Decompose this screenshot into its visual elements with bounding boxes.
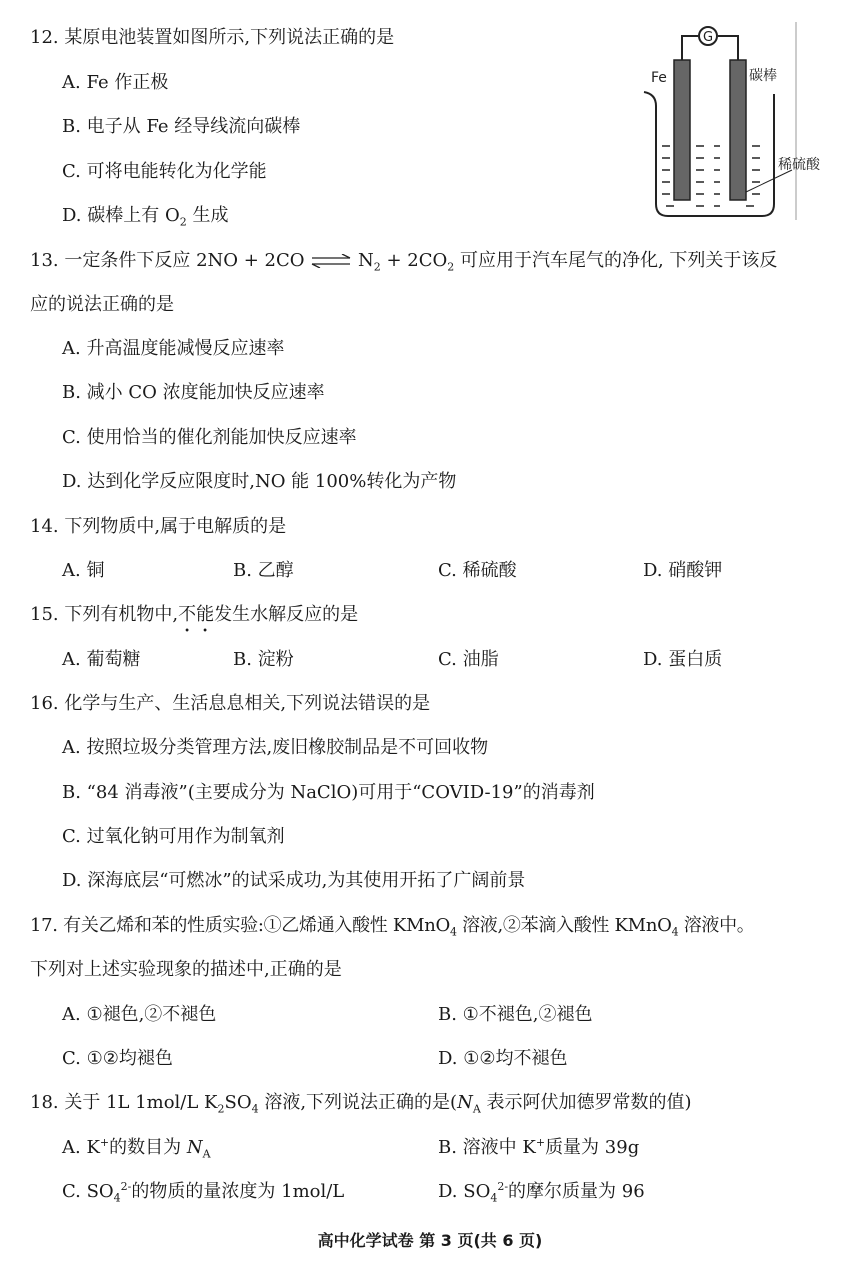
- reversible-arrow-icon: [310, 254, 352, 268]
- q13-stem-line2: 应的说法正确的是: [30, 294, 174, 315]
- q17-option-a: A. ①褪色,②不褪色: [62, 1004, 217, 1025]
- q12-option-b: B. 电子从 Fe 经导线流向碳棒: [62, 116, 301, 137]
- q14-option-b: B. 乙醇: [233, 560, 294, 581]
- galvanic-cell-diagram: [640, 22, 840, 222]
- galvanometer-label: G: [702, 30, 714, 45]
- fe-electrode: [674, 60, 690, 200]
- q16-option-b: B. “84 消毒液”(主要成分为 NaClO)可用于“COVID-19”的消毒剂: [62, 782, 595, 803]
- q16-option-a: A. 按照垃圾分类管理方法,废旧橡胶制品是不可回收物: [62, 737, 489, 758]
- carbon-rod-label: 碳棒: [749, 68, 777, 84]
- q15-stem: 15. 下列有机物中,不能发生水解反应的是: [30, 604, 359, 625]
- q14-option-a: A. 铜: [62, 560, 105, 581]
- q17-option-d: D. ①②均不褪色: [438, 1048, 568, 1069]
- carbon-electrode: [730, 60, 746, 200]
- q13-option-b: B. 减小 CO 浓度能加快反应速率: [62, 382, 325, 403]
- q15-option-a: A. 葡萄糖: [62, 649, 141, 670]
- q14-stem: 14. 下列物质中,属于电解质的是: [30, 516, 287, 537]
- q12-option-c: C. 可将电能转化为化学能: [62, 161, 267, 182]
- q17-stem-line1: 17. 有关乙烯和苯的性质实验:①乙烯通入酸性 KMnO$_4$ 溶液,②苯滴入酸性 KMnO$_4$ 溶液中。: [30, 915, 755, 939]
- q13-option-a: A. 升高温度能减慢反应速率: [62, 338, 285, 359]
- q13-stem-line1: 13. 一定条件下反应 2NO + 2CO $N_2 + 2CO_2$ 可应用于汽车尾气的净化, 下列关于该反: [30, 250, 778, 274]
- acid-label: 稀硫酸: [778, 157, 820, 173]
- q12-stem: 12. 某原电池装置如图所示,下列说法正确的是: [30, 27, 395, 48]
- beaker: [644, 92, 774, 216]
- emphasis-not: 不: [178, 604, 197, 625]
- q12-option-d: D. 碳棒上有 $O_2$ 生成: [62, 205, 229, 229]
- q14-option-c: C. 稀硫酸: [438, 560, 517, 581]
- q16-stem: 16. 化学与生产、生活息息相关,下列说法错误的是: [30, 693, 431, 714]
- emphasis-can: 能: [196, 604, 215, 625]
- q15-option-d: D. 蛋白质: [643, 649, 723, 670]
- q17-option-b: B. ①不褪色,②褪色: [438, 1004, 593, 1025]
- q18-option-d: D. $SO_4^{2-}$的摩尔质量为 96: [438, 1180, 645, 1205]
- q14-option-d: D. 硝酸钾: [643, 560, 723, 581]
- q18-option-b: B. 溶液中 K+质量为 39g: [438, 1136, 640, 1158]
- acid-pointer: [746, 170, 792, 192]
- q17-option-c: C. ①②均褪色: [62, 1048, 173, 1069]
- q15-option-b: B. 淀粉: [233, 649, 294, 670]
- q18-stem: 18. 关于 1L 1mol/L $K_2SO_4$ 溶液,下列说法正确的是($N_A$ 表示阿伏加德罗常数的值): [30, 1092, 692, 1116]
- q13-option-d: D. 达到化学反应限度时,NO 能 100%转化为产物: [62, 471, 457, 492]
- q18-option-c: C. $SO_4^{2-}$的物质的量浓度为 1mol/L: [62, 1180, 345, 1205]
- q16-option-d: D. 深海底层“可燃冰”的试采成功,为其使用开拓了广阔前景: [62, 870, 526, 891]
- q17-stem-line2: 下列对上述实验现象的描述中,正确的是: [30, 959, 342, 980]
- q13-option-c: C. 使用恰当的催化剂能加快反应速率: [62, 427, 357, 448]
- q15-option-c: C. 油脂: [438, 649, 499, 670]
- fe-label: Fe: [651, 70, 667, 86]
- q16-option-c: C. 过氧化钠可用作为制氧剂: [62, 826, 285, 847]
- q12-option-a: A. Fe 作正极: [62, 72, 169, 93]
- q18-option-a: A. K+的数目为 $N_A$: [62, 1136, 211, 1161]
- page-footer: 高中化学试卷 第 3 页(共 6 页): [317, 1231, 543, 1250]
